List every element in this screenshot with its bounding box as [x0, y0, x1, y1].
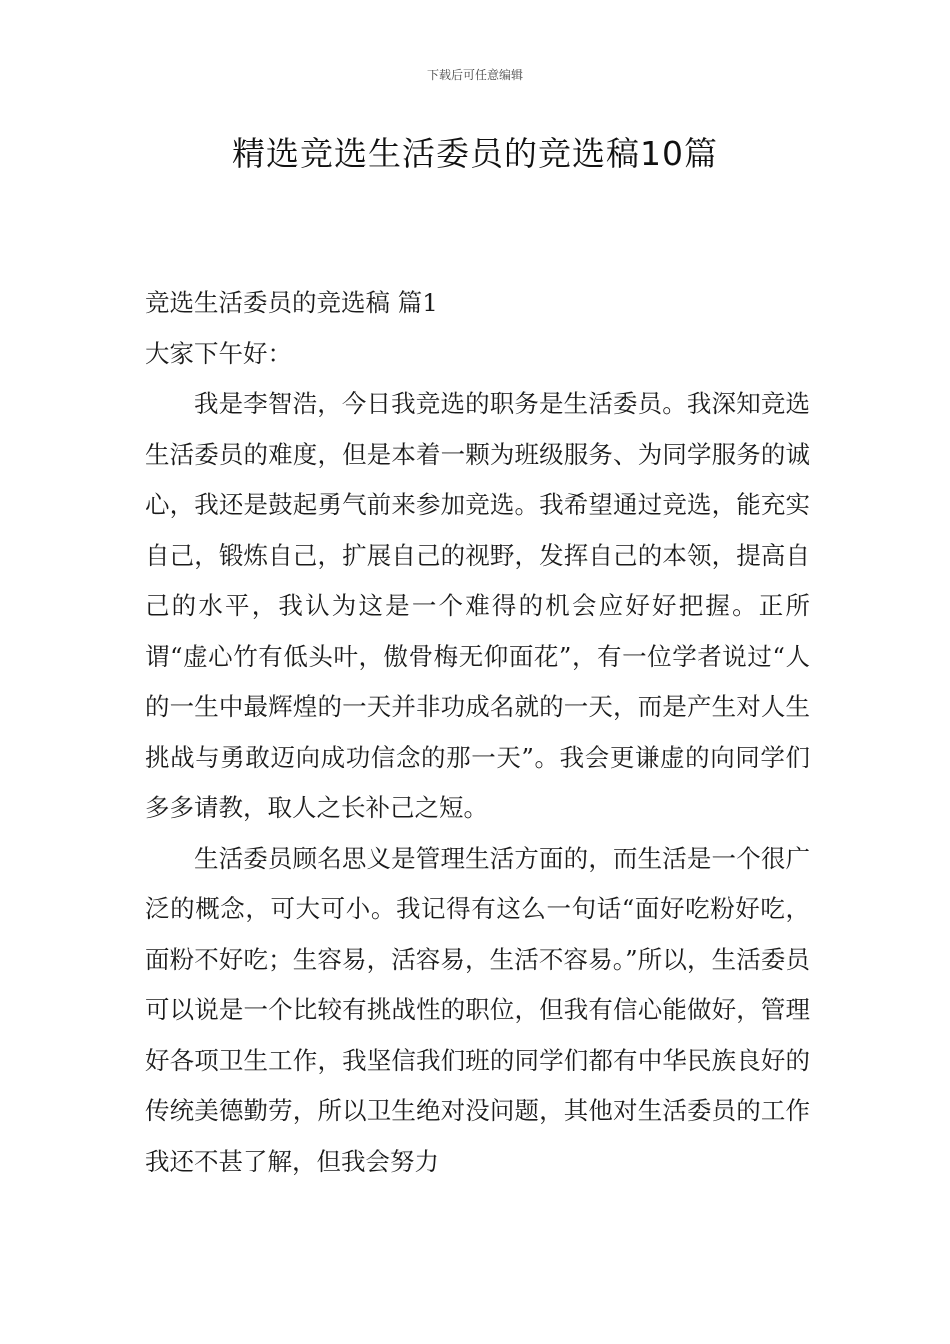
document-body [145, 278, 810, 1187]
section-heading: 竞选生活委员的竞选稿 篇1 [145, 288, 438, 317]
paragraph-1: 我是李智浩，今日我竞选的职务是生活委员。我深知竞选生活委员的难度，但是本着一颗为班级服务、为同学服务的诚心，我还是鼓起勇气前来参加竞选。我希望通过竞选，能充实自己，锻炼自己，扩展自己的视野，发挥自己的本领，提高自己的水平，我认为这是一个难得的机会应好好把握。正所谓“虚心竹有低头叶，傲骨梅无仰面花”，有一位学者说过“人的一生中最辉煌的一天并非功成名就的一天，而是产生对人生挑战与勇敢迈向成功信念的那一天”。我会更谦虚的向同学们多多请教，取人之长补己之短。 [145, 389, 810, 822]
header-note: 下载后可任意编辑 [426, 68, 523, 82]
greeting: 大家下午好： [145, 338, 292, 368]
paragraph-2: 生活委员顾名思义是管理生活方面的，而生活是一个很广泛的概念，可大可小。我记得有这么一句话“面好吃粉好吃，面粉不好吃；生容易，活容易，生活不容易。”所以，生活委员可以说是一个比较有挑战性的职位，但我有信心能做好，管理好各项卫生工作，我坚信我们班的同学们都有中华民族良好的传统美德勤劳，所以卫生绝对没问题，其他对生活委员的工作我还不甚了解，但我会努力 [145, 843, 810, 1176]
document-title: 精选竞选生活委员的竞选稿10篇 [232, 134, 718, 173]
